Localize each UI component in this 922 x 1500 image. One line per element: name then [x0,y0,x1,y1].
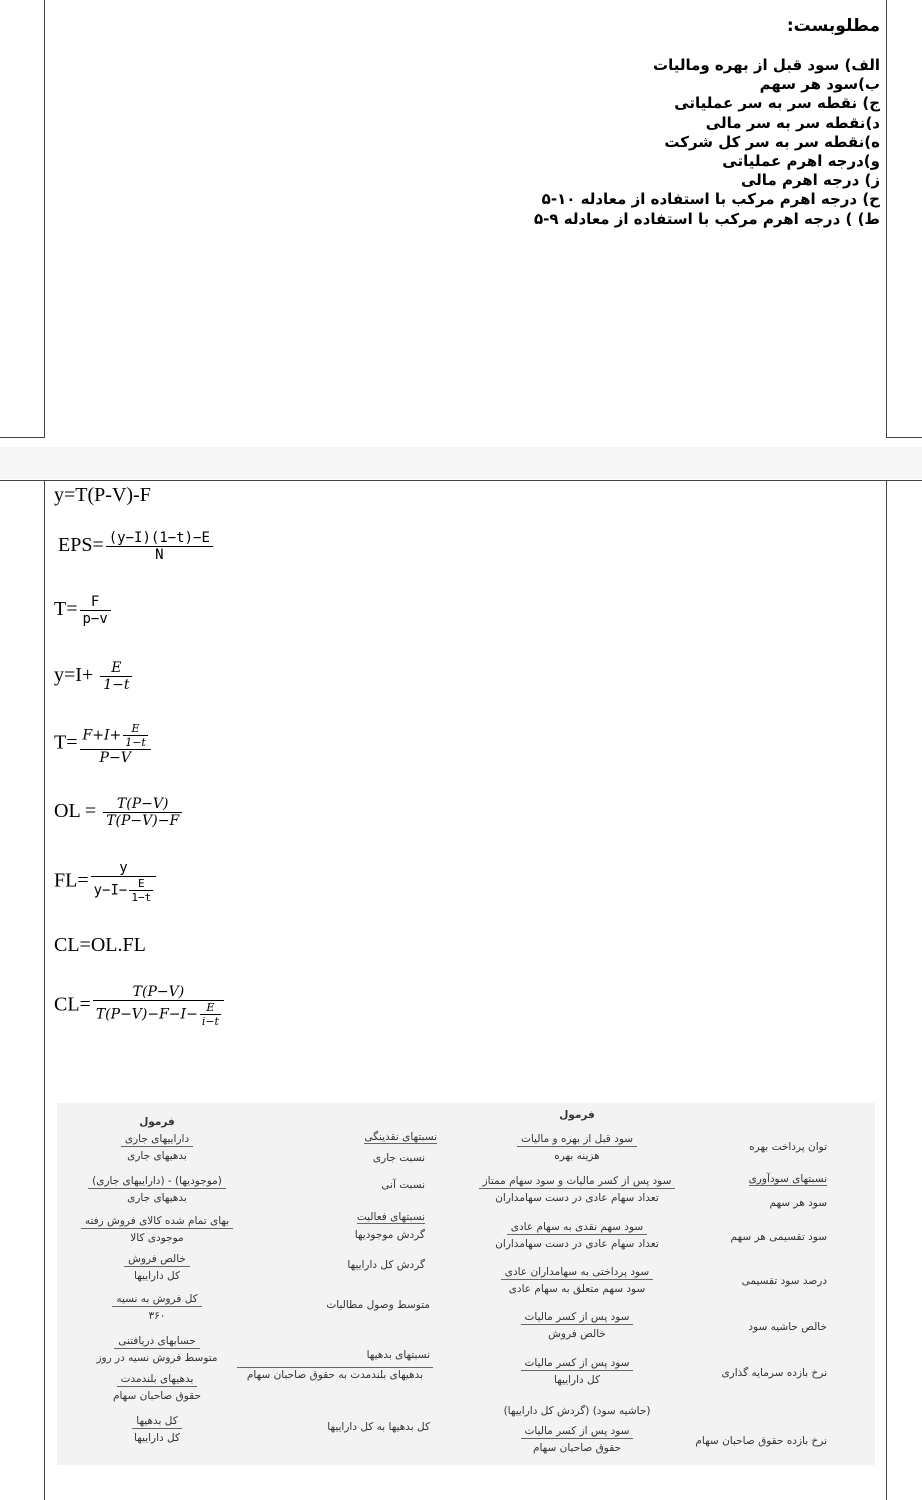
fraction: y y−I− $\frac{E}{1-t}$ [91,860,157,904]
fraction: $\frac{T(P-V)}{T(P-V)-F}$ [103,796,182,829]
left-formula: خالص فروش کل داراییها [57,1253,257,1282]
top-frame-bottom-left [0,437,45,438]
inner-fraction: $\frac{E}{1-t}$ [131,877,152,904]
fraction: F+I+ $\frac{E}{1-t}$ P−V [80,722,151,766]
right-formula: سود قبل از بهره و مالیات هزینه بهره [477,1133,677,1162]
ratio-label: گردش کل داراییها [347,1259,425,1271]
ratio-label: نرخ بازده سرمایه گذاری [721,1367,827,1379]
left-formula: بهای تمام شده کالای فروش رفته موجودی کالا [57,1215,257,1244]
top-frame-left [44,0,45,437]
bottom-frame-left [44,480,45,1500]
ratio-label: نرخ بازده حقوق صاحبان سهام [695,1435,827,1447]
ratio-group-label: نسبتهای فعالیت [356,1211,425,1223]
ratio-label: خالص حاشیه سود [748,1321,827,1333]
left-formula: کل بدهیها کل داراییها [134,1415,180,1444]
requirement-item: ز) درجه اهرم مالی [741,171,880,190]
right-formula: سود پرداختی به سهامداران عادی سود سهم متعلق به سهام عادی [477,1266,677,1295]
inner-fraction: $\frac{E}{1-t}$ [125,722,146,749]
ratio-label: بدهیهای بلندمدت به حقوق صاحبان سهام [237,1367,433,1381]
formula-operating-breakeven: T= $\frac{F}{p-v}$ [54,594,111,627]
requirement-item: ه)نقطه سر به سر کل شرکت [664,132,880,151]
ratio-label: گردش موجودیها [354,1229,425,1241]
ratio-table-image [57,1103,875,1465]
left-formula: حسابهای دریافتنی متوسط فروش نسیه در روز [96,1335,218,1364]
right-formula: سود پس از کسر مالیات خالص فروش [477,1311,677,1340]
left-formula: کل فروش به نسیه ۳۶۰ [57,1293,257,1322]
requirement-item: ط) ) درجه اهرم مرکب با استفاده از معادله ۹-۵ [533,209,880,228]
formula-financial-leverage: FL= y y−I− $\frac{E}{1-t}$ [54,860,156,904]
ratio-group-label: نسبتهای سودآوری [748,1173,827,1185]
ratio-label: درصد سود تقسیمی [741,1275,827,1287]
page-gap [0,447,922,479]
fraction: $\frac{F}{p-v}$ [80,594,111,627]
right-formula: سود سهم نقدی به سهام عادی تعداد سهام عادی در دست سهامداران [495,1221,659,1250]
bottom-frame-top [0,480,922,481]
right-formula: سود پس از کسر مالیات حقوق صاحبان سهام [477,1425,677,1454]
ratio-label: نسبت آنی [381,1179,425,1191]
fraction: $\frac{(y-I)(1-t)-E}{N}$ [106,530,213,563]
formula-total-breakeven: T= F+I+ $\frac{E}{1-t}$ P−V [54,722,151,766]
inner-fraction: $\frac{E}{i-t}$ [201,1001,219,1028]
requirements-list [320,56,880,229]
formula-combined-leverage-expanded: CL= T(P−V) T(P−V)−F−I− $\frac{E}{i-t}$ [54,984,224,1028]
right-formula: سود پس از کسر مالیات و سود سهام ممتاز تعداد سهام عادی در دست سهامداران [477,1175,677,1204]
fraction: $\frac{E}{1-t}$ [100,660,132,693]
ratio-group-label: نسبتهای نقدینگی [364,1131,437,1143]
formula-ebit: y=T(P-V)-F [54,484,151,506]
left-formula: داراییهای جاری بدهیهای جاری [57,1133,257,1162]
requirement-item: ج) نقطه سر به سر عملیاتی [674,94,880,113]
left-formula-header: فرمول [139,1116,175,1128]
fraction: T(P−V) T(P−V)−F−I− $\frac{E}{i-t}$ [93,984,224,1028]
ratio-label: کل بدهیها به کل داراییها [327,1421,430,1433]
left-formula: بدهیهای بلندمدت حقوق صاحبان سهام [112,1373,202,1402]
right-formula-extra: (حاشیه سود) (گردش کل داراییها) [503,1405,651,1417]
right-formula: سود پس از کسر مالیات کل داراییها [477,1357,677,1386]
ratio-label: سود هر سهم [769,1197,827,1209]
ratio-group-label: نسبتهای بدهیها [366,1349,430,1361]
requirement-item: ب)سود هر سهم [759,75,880,94]
left-formula: (موجودیها) - (داراییهای جاری) بدهیهای جاری [57,1175,257,1204]
ratio-label: نسبت جاری [372,1152,425,1164]
formula-operating-leverage: OL = $\frac{T(P-V)}{T(P-V)-F}$ [54,796,182,829]
ratio-label: توان پرداخت بهره [749,1141,827,1153]
requirement-item: الف) سود قبل از بهره ومالیات [653,56,880,74]
right-formula-header: فرمول [559,1109,595,1121]
requirement-item: ح) درجه اهرم مرکب با استفاده از معادله ۱۰-۵ [541,190,880,209]
requirement-item: و)درجه اهرم عملیاتی [722,152,880,171]
ratio-label: سود تقسیمی هر سهم [730,1231,827,1243]
formula-combined-leverage: CL=OL.FL [54,934,146,956]
formula-eps: EPS= $\frac{(y-I)(1-t)-E}{N}$ [58,530,213,563]
bottom-frame-right [886,480,887,1500]
requirement-item: د)نقطه سر به سر مالی [705,113,880,132]
requirements-title: مطلوبست: [786,16,880,36]
ratio-label: متوسط وصول مطالبات [326,1299,430,1311]
formula-financial-breakeven: y=I+ $\frac{E}{1-t}$ [54,660,132,693]
top-frame-bottom-right [886,437,922,438]
top-frame-right [886,0,887,437]
